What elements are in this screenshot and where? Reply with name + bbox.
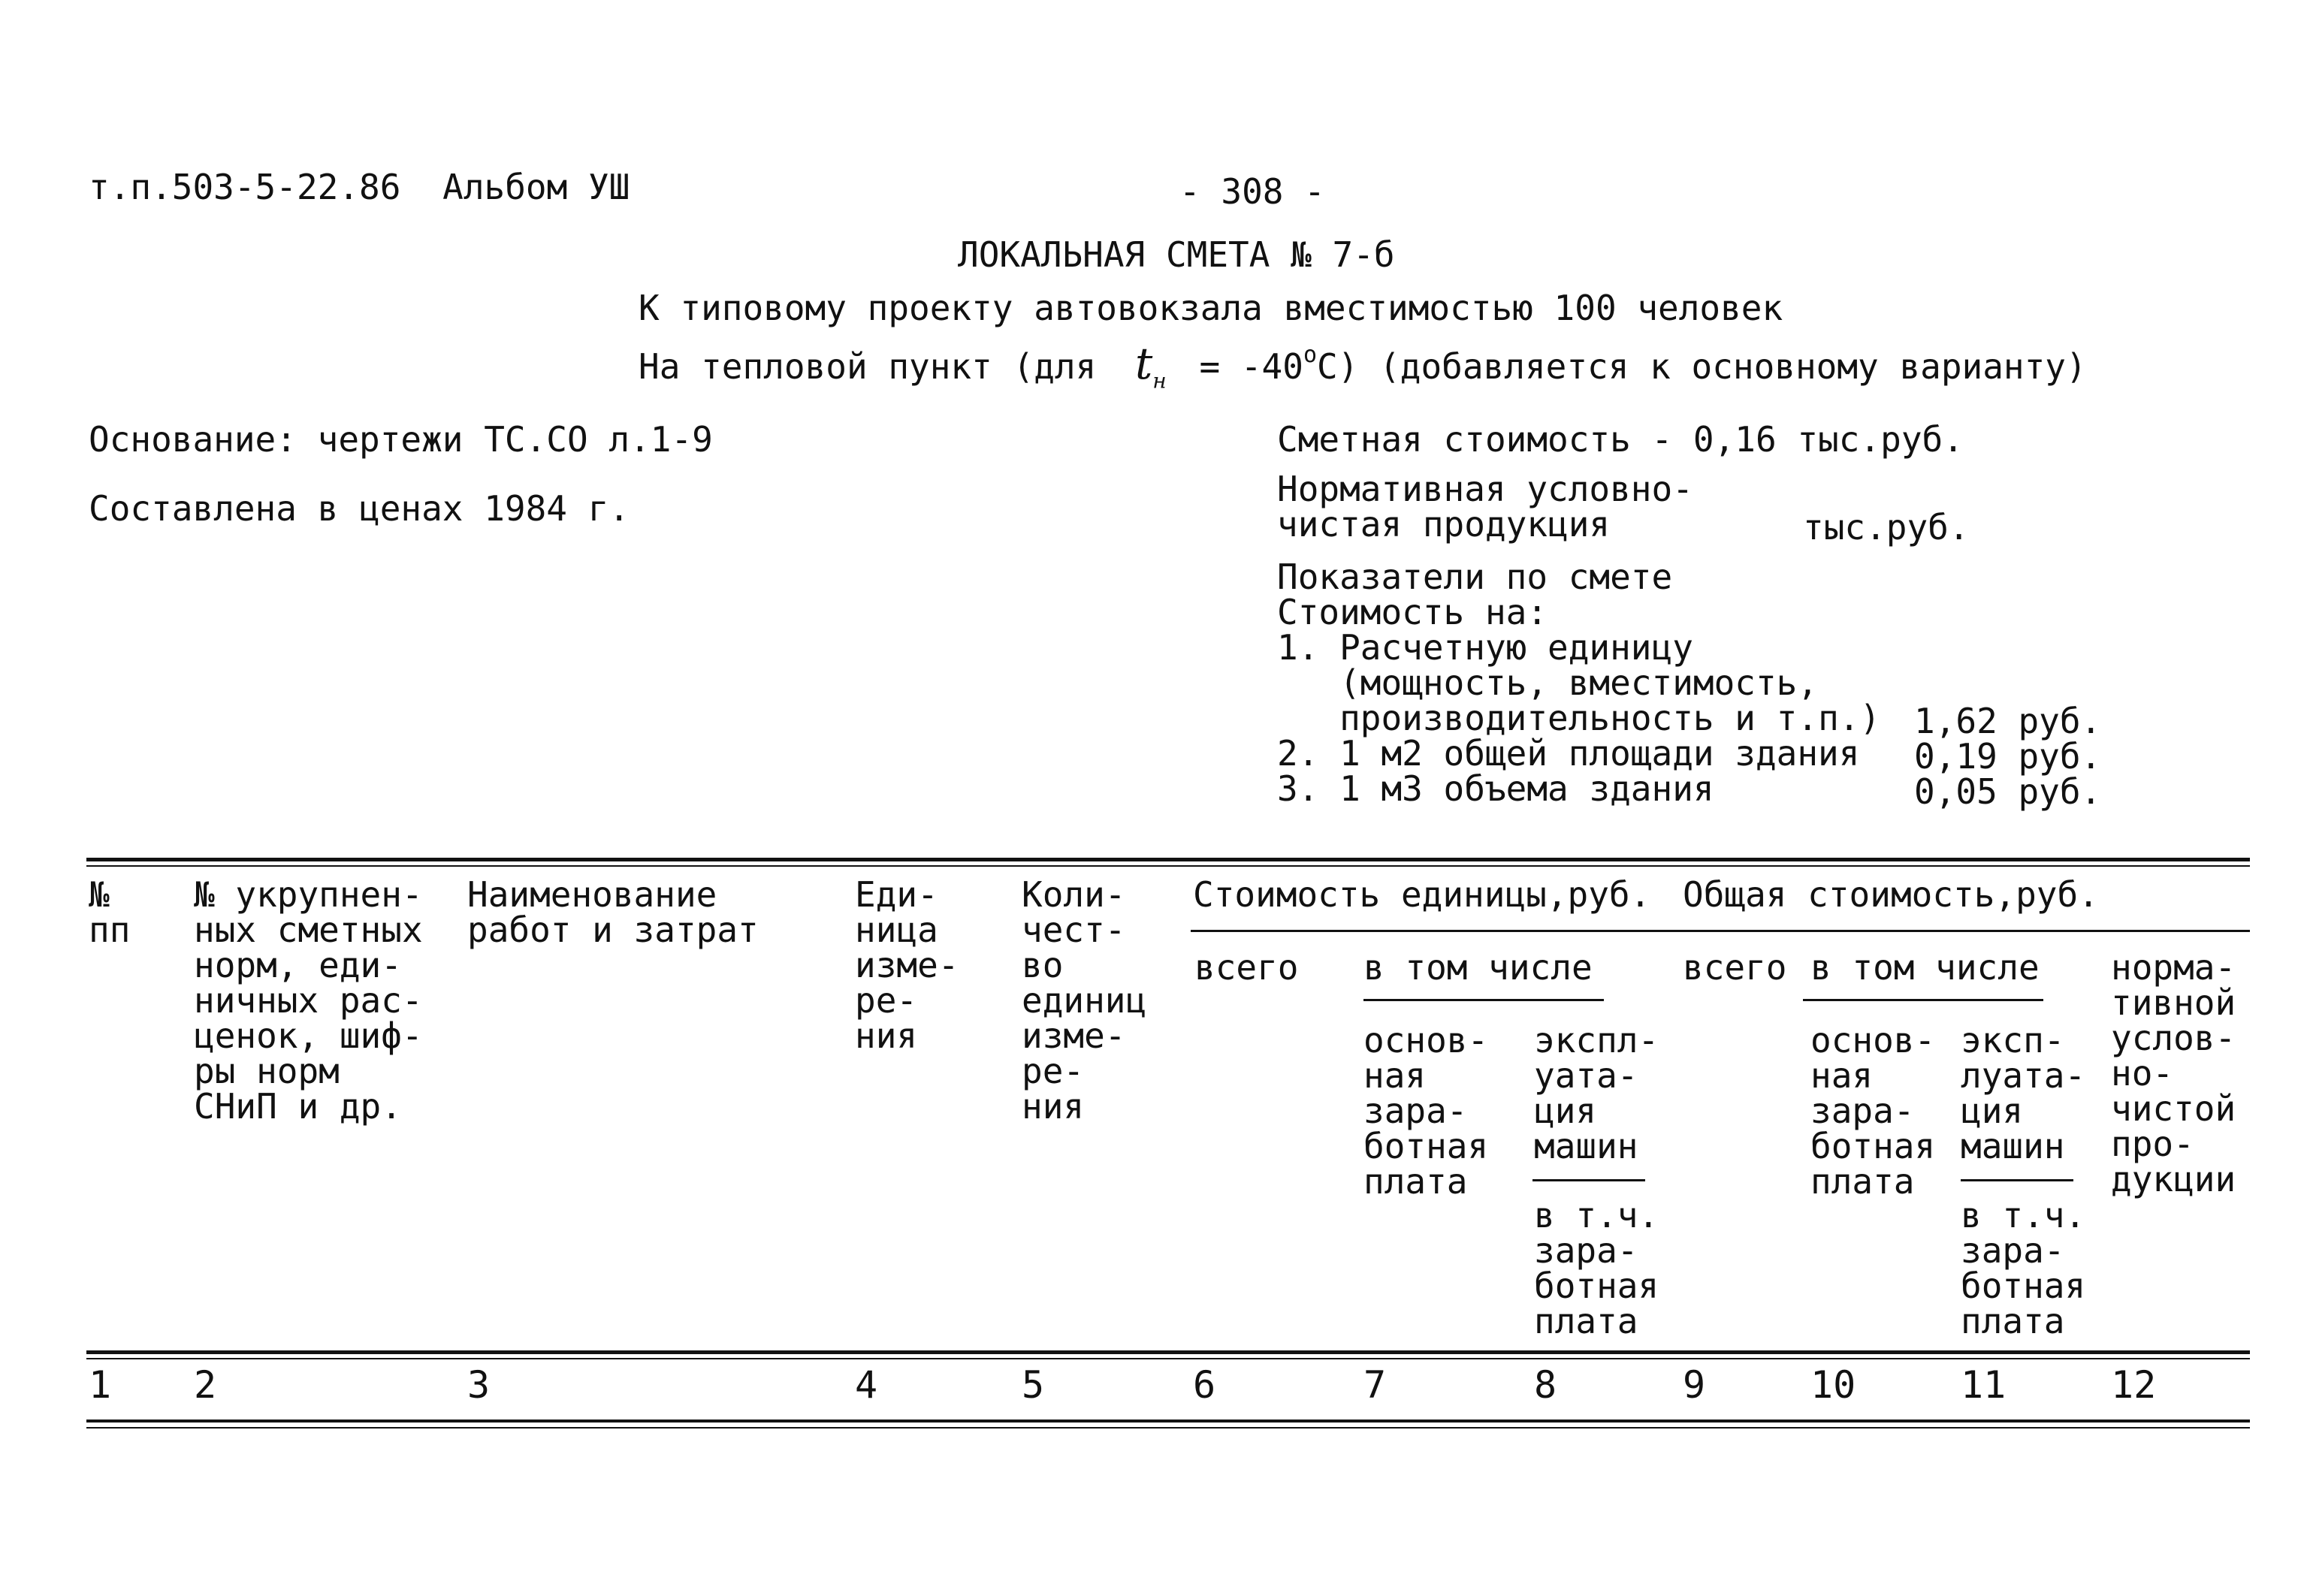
column-number: 7 [1363, 1363, 1387, 1407]
indicator-2-value: 0,19 руб. [1914, 736, 2102, 777]
cost-per-label: Стоимость на: [1277, 592, 1548, 632]
column-number: 10 [1810, 1363, 1856, 1407]
col-header-total-total: всего [1683, 947, 1787, 988]
prices-year: Составлена в ценах 1984 г. [89, 488, 630, 529]
col-header-row-number: № пп [89, 874, 131, 950]
indicator-1-line-3: производительность и т.п.) [1339, 698, 1881, 738]
table-top-rule-thin [86, 865, 2250, 867]
numbers-bottom-rule-thin [86, 1427, 2250, 1429]
normative-product-label [1277, 469, 1693, 545]
col-header-unit: Еди- ница изме- ре- ния [855, 874, 959, 1056]
normative-line-2: чистая продукция [1277, 504, 1611, 545]
normative-line-1: Нормативная условно- [1277, 469, 1693, 509]
subtitle-prefix: На тепловой пункт (для [639, 346, 1097, 387]
col-header-total-including: в том числе [1810, 947, 2040, 988]
column-number: 11 [1961, 1363, 2007, 1407]
unit-machine-rule [1532, 1179, 1645, 1181]
col-header-unit-machines: экспл- уата- ция машин [1534, 1020, 1659, 1166]
column-number: 3 [467, 1363, 491, 1407]
basis-drawings: Основание: чертежи ТС.СО л.1-9 [89, 419, 713, 460]
col-header-norm-code: № укрупнен- ных сметных норм, еди- ничных рас- ценок, шиф- ры норм СНиП и др. [194, 874, 423, 1127]
col-header-total-machines-wages: в т.ч. зара- ботная плата [1961, 1195, 2086, 1341]
column-number: 4 [855, 1363, 878, 1407]
estimated-cost: Сметная стоимость - 0,16 тыс.руб. [1277, 419, 1964, 460]
page-number: - 308 - [1179, 171, 1325, 212]
col-header-total-wages: основ- ная зара- ботная плата [1810, 1020, 1936, 1202]
col-header-normative-product: норма- тивной услов- но- чистой про- дукции [2111, 947, 2236, 1199]
col-header-work-name: Наименование работ и затрат [467, 874, 759, 950]
col-header-unit-machines-wages: в т.ч. зара- ботная плата [1534, 1195, 1659, 1341]
cost-group-rule [1191, 930, 2250, 932]
column-number: 1 [89, 1363, 112, 1407]
col-group-unit-cost: Стоимость единицы,руб. [1193, 874, 1651, 915]
column-number: 12 [2111, 1363, 2157, 1407]
total-subgroup-rule [1803, 999, 2043, 1001]
document-title: ЛОКАЛЬНАЯ СМЕТА № 7-б [958, 234, 1395, 275]
col-header-unit-total: всего [1194, 947, 1299, 988]
col-group-total-cost: Общая стоимость,руб. [1683, 874, 2099, 915]
table-top-rule [86, 858, 2250, 861]
album-label: Альбом УШ [442, 167, 630, 207]
column-number: 5 [1022, 1363, 1045, 1407]
t-subscript: н [1152, 368, 1167, 394]
col-header-total-machines: эксп- луата- ция машин [1961, 1020, 2086, 1166]
numbers-bottom-rule [86, 1420, 2250, 1423]
header-bottom-rule-thin [86, 1358, 2250, 1359]
indicator-3-value: 0,05 руб. [1914, 771, 2102, 812]
indicators-heading: Показатели по смете [1277, 557, 1673, 597]
temperature-symbol [1134, 338, 1167, 394]
indicator-1-line-2: (мощность, вместимость, [1339, 662, 1819, 703]
indicator-1-line-1: 1. Расчетную единицу [1277, 627, 1693, 668]
indicator-1-value: 1,62 руб. [1914, 701, 2102, 741]
col-header-quantity: Коли- чест- во единиц изме- ре- ния [1022, 874, 1147, 1127]
t-letter: t [1134, 338, 1153, 389]
indicator-2-label: 2. 1 м2 общей площади здания [1277, 733, 1860, 774]
unit-subgroup-rule [1363, 999, 1604, 1001]
column-number: 9 [1683, 1363, 1706, 1407]
indicator-3-label: 3. 1 м3 объема здания [1277, 768, 1714, 809]
col-header-unit-including: в том числе [1363, 947, 1593, 988]
document-subtitle: К типовому проекту автовокзала вместимостью 100 человек [639, 288, 1783, 328]
column-number: 6 [1193, 1363, 1216, 1407]
subtitle-suffix: С) (добавляется к основному варианту) [1317, 346, 2087, 387]
column-number: 2 [194, 1363, 217, 1407]
total-machine-rule [1961, 1179, 2073, 1181]
indicators-block [1277, 557, 1881, 809]
doc-reference [89, 167, 630, 207]
doc-ref-number: т.п.503-5-22.86 [89, 167, 401, 207]
col-header-unit-wages: основ- ная зара- ботная плата [1363, 1020, 1489, 1202]
temperature-value: = -40 [1199, 346, 1303, 387]
degree-mark: o [1303, 342, 1317, 368]
column-number: 8 [1534, 1363, 1557, 1407]
header-bottom-rule [86, 1350, 2250, 1354]
document-subtitle-2 [639, 338, 2087, 394]
normative-product-unit: тыс.руб. [1803, 507, 1970, 548]
